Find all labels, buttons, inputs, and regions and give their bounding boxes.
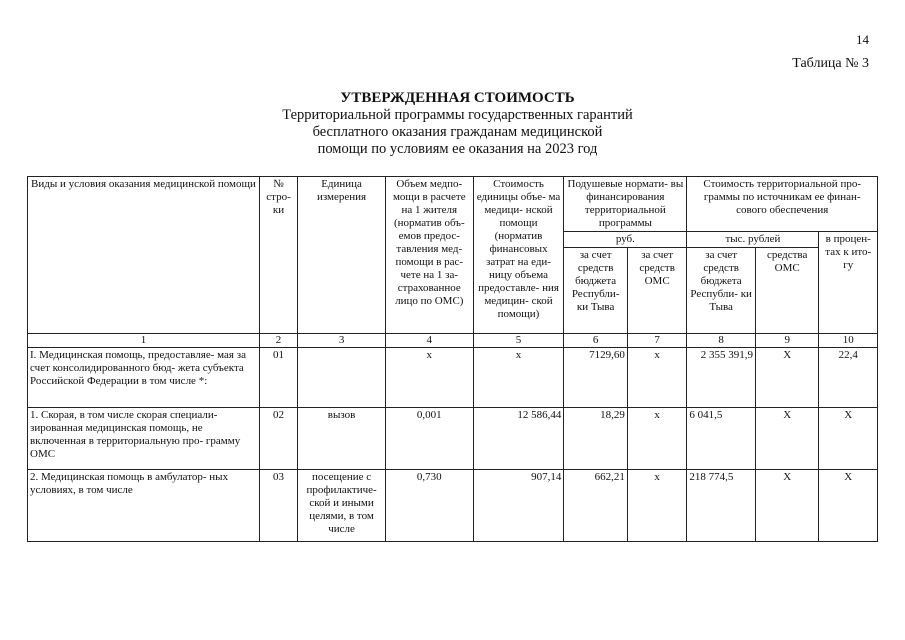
table-row bbox=[28, 348, 878, 408]
column-number-row bbox=[28, 334, 878, 348]
column-number: 2 bbox=[259, 334, 297, 348]
row-unit: посещение с профилактиче- ской и иными целями, в том числе bbox=[298, 470, 386, 542]
page-number: 14 bbox=[856, 32, 869, 47]
header-budget-rub: за счет средств бюджета Республи- ки Тыва bbox=[564, 248, 628, 334]
header-row-no: № стро- ки bbox=[259, 177, 297, 334]
column-number: 9 bbox=[755, 334, 819, 348]
subtitle-line-3: помощи по условиям ее оказания на 2023 год bbox=[317, 141, 598, 157]
row-budget-rub: 18,29 bbox=[564, 408, 628, 470]
header-percent: в процен- тах к ито- гу bbox=[819, 232, 878, 334]
document-title: УТВЕРЖДЕННАЯ СТОИМОСТЬ bbox=[340, 90, 575, 106]
header-volume: Объем медпо- мощи в расчете на 1 жителя (норматив объ- емов предос- тавления мед- помощи в рас- чете на 1 за- страхованное лицо по ОМС) bbox=[385, 177, 473, 334]
row-cost: х bbox=[473, 348, 564, 408]
row-budget-rub: 7129,60 bbox=[564, 348, 628, 408]
row-volume: 0,001 bbox=[385, 408, 473, 470]
header-unit: Единица измерения bbox=[298, 177, 386, 334]
column-number: 7 bbox=[627, 334, 686, 348]
header-by-sources: Стоимость территориальной про- граммы по источникам ее финан- сового обеспечения bbox=[687, 177, 878, 232]
table-row bbox=[28, 408, 878, 470]
row-cost: 907,14 bbox=[473, 470, 564, 542]
column-number: 6 bbox=[564, 334, 628, 348]
row-budget-rub: 662,21 bbox=[564, 470, 628, 542]
row-percent: Х bbox=[819, 470, 878, 542]
row-percent: Х bbox=[819, 408, 878, 470]
column-number: 8 bbox=[687, 334, 756, 348]
header-oms-thous: средства ОМС bbox=[755, 248, 819, 334]
row-name: I. Медицинская помощь, предоставляе- мая за счет консолидированного бюд- жета субъекта Российской Федерации в том числе *: bbox=[28, 348, 260, 408]
column-number: 4 bbox=[385, 334, 473, 348]
header-thous-rub: тыс. рублей bbox=[687, 232, 819, 248]
row-budget-thous: 2 355 391,9 bbox=[687, 348, 756, 408]
title-block bbox=[0, 90, 905, 158]
header-cost-unit: Стоимость единицы объе- ма медици- нской помощи (норматив финансовых затрат на еди- ницу объема предоставле- ния медицин- ской помощи) bbox=[473, 177, 564, 334]
row-oms-rub: х bbox=[627, 470, 686, 542]
row-number: 03 bbox=[259, 470, 297, 542]
row-cost: 12 586,44 bbox=[473, 408, 564, 470]
row-budget-thous: 218 774,5 bbox=[687, 470, 756, 542]
header-per-capita: Подушевые нормати- вы финансирования территориальной программы bbox=[564, 177, 687, 232]
row-percent: 22,4 bbox=[819, 348, 878, 408]
row-oms-thous: Х bbox=[755, 348, 819, 408]
row-unit bbox=[298, 348, 386, 408]
table-row bbox=[28, 470, 878, 542]
row-unit: вызов bbox=[298, 408, 386, 470]
cost-table bbox=[27, 176, 878, 542]
row-number: 01 bbox=[259, 348, 297, 408]
row-number: 02 bbox=[259, 408, 297, 470]
row-oms-rub: х bbox=[627, 348, 686, 408]
header-row-1 bbox=[28, 177, 878, 232]
row-name: 1. Скорая, в том числе скорая специали- зированная медицинская помощь, не включенная в территориальную про- грамму ОМС bbox=[28, 408, 260, 470]
column-number: 1 bbox=[28, 334, 260, 348]
column-number: 10 bbox=[819, 334, 878, 348]
column-number: 5 bbox=[473, 334, 564, 348]
header-budget-thous: за счет средств бюджета Республи- ки Тыва bbox=[687, 248, 756, 334]
header-types: Виды и условия оказания медицинской помощи bbox=[28, 177, 260, 334]
row-oms-rub: х bbox=[627, 408, 686, 470]
header-rub: руб. bbox=[564, 232, 687, 248]
row-oms-thous: Х bbox=[755, 470, 819, 542]
subtitle-line-1: Территориальной программы государственных гарантий bbox=[282, 107, 633, 123]
column-number: 3 bbox=[298, 334, 386, 348]
row-budget-thous: 6 041,5 bbox=[687, 408, 756, 470]
row-oms-thous: Х bbox=[755, 408, 819, 470]
row-name: 2. Медицинская помощь в амбулатор- ных условиях, в том числе bbox=[28, 470, 260, 542]
header-oms-rub: за счет средств ОМС bbox=[627, 248, 686, 334]
table-label: Таблица № 3 bbox=[792, 56, 869, 71]
row-volume: 0,730 bbox=[385, 470, 473, 542]
row-volume: х bbox=[385, 348, 473, 408]
subtitle-line-2: бесплатного оказания гражданам медицинской bbox=[312, 124, 603, 140]
